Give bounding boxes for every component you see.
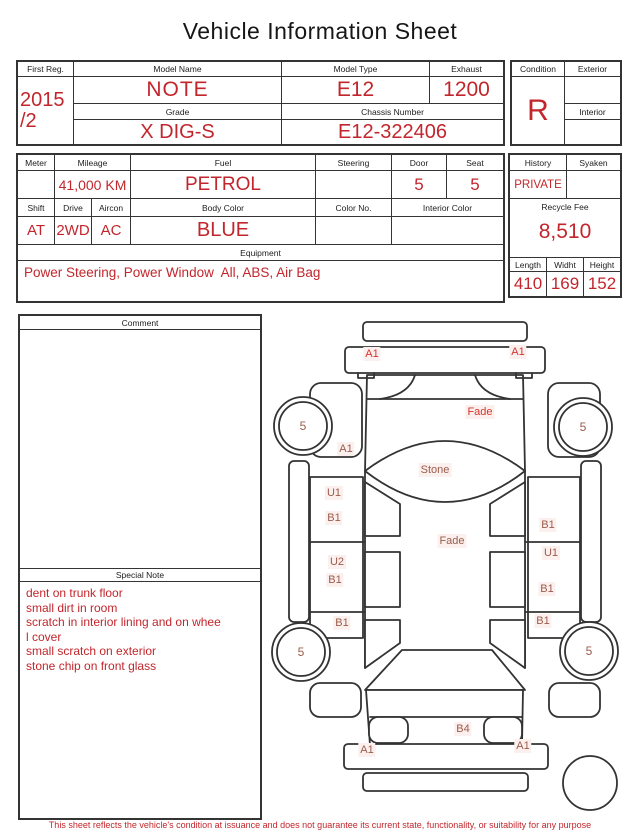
damage-right-front-door-b1: B1 xyxy=(541,519,555,531)
damage-left-quarter-b1: B1 xyxy=(335,617,349,629)
left-rear-fender-shape xyxy=(310,683,361,717)
rear-window-shape xyxy=(365,650,525,690)
special-note-line: scratch in interior lining and on whee xyxy=(26,615,221,629)
left-rocker-panel-shape xyxy=(289,461,309,622)
damage-front-bumper-left: A1 xyxy=(365,348,379,360)
exterior-label: Exterior xyxy=(565,62,620,77)
steering-value xyxy=(316,171,392,199)
damage-left-front-door-u1: U1 xyxy=(326,487,342,499)
shift-value: AT xyxy=(18,217,55,245)
special-note-line: l cover xyxy=(26,629,62,644)
door-value: 5 xyxy=(392,171,447,199)
meter-label: Meter xyxy=(18,155,55,171)
wheel-rear-right-grade: 5 xyxy=(585,644,593,658)
history-table xyxy=(508,153,622,298)
height-label: Height xyxy=(584,258,620,272)
aircon-value: AC xyxy=(92,217,131,245)
damage-right-rear-door-u1: U1 xyxy=(543,547,559,559)
steering-label: Steering xyxy=(316,155,392,171)
chassis-number-value: E12-322406 xyxy=(338,120,447,143)
interior-value xyxy=(565,120,620,144)
rear-bumper-strip-shape xyxy=(363,773,528,791)
damage-right-quarter-b1: B1 xyxy=(536,615,550,627)
top-table xyxy=(16,60,505,146)
equipment-value: Power Steering, Power Window All, ABS, Air Bag xyxy=(24,265,321,280)
damage-left-front-fender: A1 xyxy=(339,443,353,455)
first-reg-month: /2 xyxy=(20,109,37,132)
car-damage-diagram xyxy=(270,305,640,820)
first-reg-label: First Reg. xyxy=(18,62,74,77)
syaken-value xyxy=(567,171,620,199)
page-title: Vehicle Information Sheet xyxy=(182,18,458,44)
special-note-line: stone chip on front glass xyxy=(26,658,157,673)
body-color-label: Body Color xyxy=(131,199,316,217)
fuel-label: Fuel xyxy=(131,155,316,171)
grade-value: X DIG-S xyxy=(74,120,282,144)
special-note-text xyxy=(20,582,260,818)
damage-left-rear-door-b1: B1 xyxy=(328,574,342,586)
right-rear-window-shape xyxy=(490,552,525,607)
seat-value: 5 xyxy=(447,171,503,199)
width-label: Widht xyxy=(547,258,584,272)
condition-label: Condition xyxy=(512,62,565,77)
equipment-label: Equipment xyxy=(18,245,503,261)
model-name-value: NOTE xyxy=(74,77,282,104)
headlight-arcs xyxy=(380,375,510,399)
damage-windshield-stone: Stone xyxy=(420,464,450,476)
condition-table xyxy=(510,60,622,146)
chassis-number-label: Chassis Number xyxy=(282,104,503,120)
model-type-value: E12 xyxy=(282,77,430,104)
wheel-front-left-grade: 5 xyxy=(299,419,307,433)
wheel-front-right-grade: 5 xyxy=(579,420,587,434)
fuel-value: PETROL xyxy=(131,171,316,199)
damage-rear-bumper-right: A1 xyxy=(516,740,530,752)
interior-color-value xyxy=(392,217,503,245)
mileage-value: 41,000 KM xyxy=(55,171,131,199)
exhaust-label: Exhaust xyxy=(430,62,503,77)
car-outline-svg xyxy=(270,305,640,820)
exhaust-value: 1200 xyxy=(430,77,503,104)
comment-box xyxy=(18,314,262,820)
seat-label: Seat xyxy=(447,155,503,171)
special-note-label: Special Note xyxy=(20,568,260,582)
model-type-label: Model Type xyxy=(282,62,430,77)
wheel-rear-left-grade: 5 xyxy=(297,645,305,659)
damage-front-bumper-right: A1 xyxy=(511,346,525,358)
damage-left-front-door-b1: B1 xyxy=(327,512,341,524)
interior-color-label: Interior Color xyxy=(392,199,503,217)
comment-text xyxy=(20,330,260,568)
syaken-label: Syaken xyxy=(567,155,620,171)
length-value: 410 xyxy=(510,272,547,296)
color-no-value xyxy=(316,217,392,245)
spare-tire-icon xyxy=(563,756,617,810)
recycle-fee-label: Recycle Fee xyxy=(541,202,589,212)
first-reg-value xyxy=(18,77,74,144)
damage-right-rear-door-b1: B1 xyxy=(540,583,554,595)
aircon-label: Aircon xyxy=(92,199,131,217)
condition-value: R xyxy=(512,77,565,144)
interior-label: Interior xyxy=(565,104,620,120)
special-note-line: dent on trunk floor xyxy=(26,586,123,600)
height-value: 152 xyxy=(587,274,617,293)
left-rear-window-shape xyxy=(365,552,400,607)
model-name-label: Model Name xyxy=(74,62,282,77)
disclaimer-text: This sheet reflects the vehicle's condition at issuance and does not guarantee its current state, functionality, or suitability for any purpose xyxy=(48,820,592,830)
damage-left-rear-door-u2: U2 xyxy=(329,556,345,568)
damage-rear-bumper-left: A1 xyxy=(360,744,374,756)
left-taillight-shape xyxy=(369,717,408,743)
exterior-value xyxy=(565,77,620,104)
damage-roof-fade: Fade xyxy=(439,535,465,547)
grade-label: Grade xyxy=(74,104,282,120)
special-note-line: small scratch on exterior xyxy=(26,644,157,658)
special-note-line: small dirt in room xyxy=(26,600,118,615)
detail-table xyxy=(16,153,505,303)
color-no-label: Color No. xyxy=(316,199,392,217)
history-value: PRIVATE xyxy=(510,171,567,199)
comment-label: Comment xyxy=(20,316,260,330)
right-rear-fender-shape xyxy=(549,683,600,717)
mileage-label: Mileage xyxy=(55,155,131,171)
damage-trunk-b4: B4 xyxy=(456,723,470,735)
meter-value xyxy=(18,171,55,199)
recycle-fee-value: 8,510 xyxy=(538,220,592,243)
front-bumper-strip-shape xyxy=(363,322,527,341)
first-reg-year: 2015 xyxy=(20,88,65,111)
body-color-value: BLUE xyxy=(131,217,316,245)
shift-label: Shift xyxy=(18,199,55,217)
door-label: Door xyxy=(392,155,447,171)
history-label: History xyxy=(510,155,567,171)
width-value: 169 xyxy=(547,272,584,296)
right-rocker-panel-shape xyxy=(581,461,601,622)
length-label: Length xyxy=(510,258,547,272)
recycle-fee-cell xyxy=(510,199,620,258)
drive-label: Drive xyxy=(55,199,92,217)
drive-value: 2WD xyxy=(55,217,92,245)
damage-hood-fade: Fade xyxy=(467,406,493,418)
